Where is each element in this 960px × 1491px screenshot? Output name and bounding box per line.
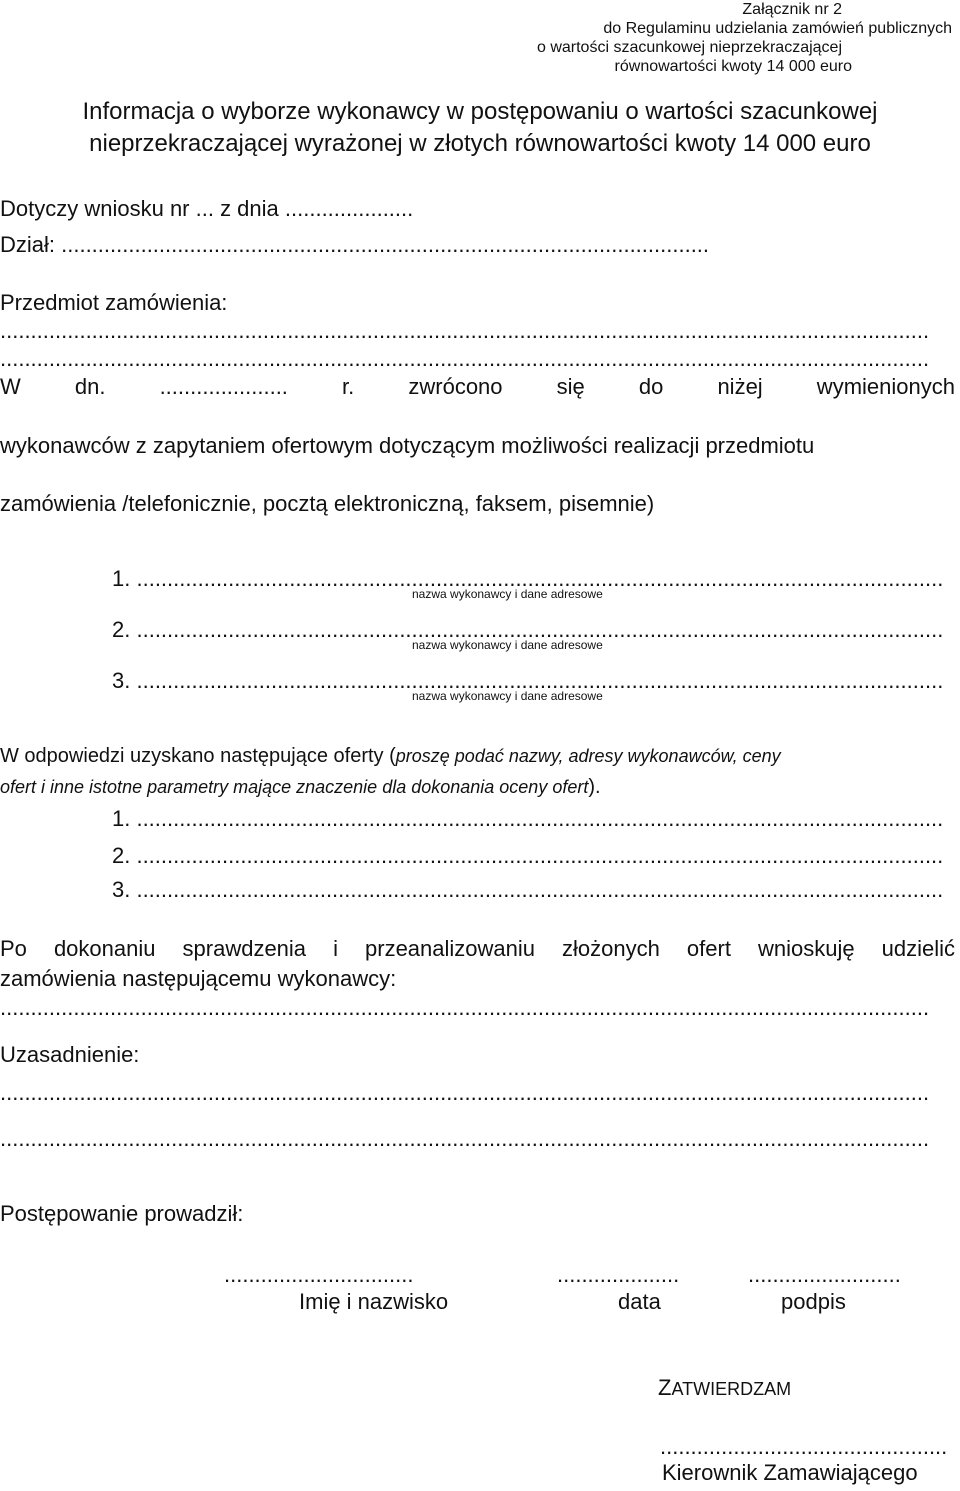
decision-line-1: Po dokonaniu sprawdzenia i przeanalizowaniu złożonych ofert wnioskuję udzielić bbox=[0, 936, 955, 961]
contractor-3-number: 3. bbox=[112, 668, 131, 693]
contractor-2-number: 2. bbox=[112, 617, 131, 642]
contractor-1-dots: .................................................................................................................................... bbox=[136, 566, 944, 591]
request-number-text: Dotyczy wniosku nr ... z dnia ... bbox=[0, 196, 304, 221]
request-number-dots: .................. bbox=[303, 196, 414, 221]
justification-dots-2: ........................................................................................................................................................ bbox=[0, 1126, 930, 1151]
offers-intro-line-1 bbox=[0, 745, 781, 768]
contractor-3-caption: nazwa wykonawcy i dane adresowe bbox=[412, 689, 603, 703]
signature-date-label: data bbox=[618, 1289, 661, 1314]
contractor-1-number: 1. bbox=[112, 566, 131, 591]
contractor-2-caption: nazwa wykonawcy i dane adresowe bbox=[412, 638, 603, 652]
approval-heading-rest: ATWIERDZAM bbox=[671, 1379, 792, 1399]
intro-line-2: wykonawców z zapytaniem ofertowym dotyczącym możliwości realizacji przedmiotu bbox=[0, 433, 815, 458]
approval-heading-initial: Z bbox=[658, 1375, 672, 1400]
offers-intro-end: ). bbox=[588, 776, 601, 798]
signature-date-dots: .................... bbox=[557, 1262, 680, 1287]
intro-line-3: zamówienia /telefonicznie, pocztą elektroniczną, faksem, pisemnie) bbox=[0, 491, 655, 516]
document-title bbox=[0, 96, 960, 160]
justification-dots-1: ........................................................................................................................................................ bbox=[0, 1080, 930, 1105]
approval-signer: Kierownik Zamawiającego bbox=[662, 1460, 918, 1485]
subject-dots-line-1: ........................................................................................................................................................ bbox=[0, 318, 930, 343]
offer-item-2: 2. .................................................................................................................................... bbox=[112, 843, 944, 868]
intro-text: zwrócono się do niżej wymienionych bbox=[408, 374, 955, 399]
intro-date: W dn. ..................... r. bbox=[0, 374, 355, 399]
header-line-4: równowartości kwoty 14 000 euro bbox=[614, 58, 852, 75]
subject-dots-line-2: ........................................................................................................................................................ bbox=[0, 346, 930, 371]
title-line-1: Informacja o wyborze wykonawcy w postępowaniu o wartości szacunkowej bbox=[82, 98, 878, 125]
attachment-header bbox=[537, 0, 952, 76]
offers-intro-italic-1: proszę podać nazwy, adresy wykonawców, ceny bbox=[395, 746, 781, 766]
contractor-1-caption: nazwa wykonawcy i dane adresowe bbox=[412, 587, 603, 601]
offers-intro-italic-2: ofert i inne istotne parametry mające znaczenie dla dokonania oceny ofert bbox=[0, 777, 589, 797]
decision-dots: ........................................................................................................................................................ bbox=[0, 995, 930, 1020]
signature-name-dots: ............................... bbox=[224, 1262, 414, 1287]
approval-dots: ............................................... bbox=[660, 1434, 948, 1459]
department-field: Dział: .......................................................................................................... bbox=[0, 232, 710, 257]
justification-label: Uzasadnienie: bbox=[0, 1042, 140, 1067]
title-line-2: nieprzekraczającej wyrażonej w złotych równowartości kwoty 14 000 euro bbox=[89, 130, 871, 157]
decision-line-2: zamówienia następującemu wykonawcy: bbox=[0, 966, 397, 991]
conducted-by-label: Postępowanie prowadził: bbox=[0, 1201, 244, 1226]
header-line-2: do Regulaminu udzielania zamówień publicznych bbox=[603, 20, 952, 37]
intro-line-1 bbox=[0, 374, 955, 400]
request-number-field bbox=[0, 196, 413, 222]
approval-heading bbox=[658, 1375, 791, 1401]
contractor-3-dots: .................................................................................................................................... bbox=[136, 668, 944, 693]
offer-item-3: 3. .................................................................................................................................... bbox=[112, 877, 944, 902]
offer-item-1: 1. .................................................................................................................................... bbox=[112, 806, 944, 831]
offers-intro-line-2 bbox=[0, 776, 601, 799]
offers-intro-normal: W odpowiedzi uzyskano następujące oferty ( bbox=[0, 745, 396, 767]
signature-name-label: Imię i nazwisko bbox=[299, 1289, 449, 1314]
subject-label: Przedmiot zamówienia: bbox=[0, 290, 228, 315]
signature-sign-dots: ......................... bbox=[748, 1262, 901, 1287]
header-line-1: Załącznik nr 2 bbox=[742, 1, 842, 18]
signature-sign-label: podpis bbox=[781, 1289, 846, 1314]
contractor-2-dots: .................................................................................................................................... bbox=[136, 617, 944, 642]
header-line-3: o wartości szacunkowej nieprzekraczającej bbox=[536, 39, 842, 56]
